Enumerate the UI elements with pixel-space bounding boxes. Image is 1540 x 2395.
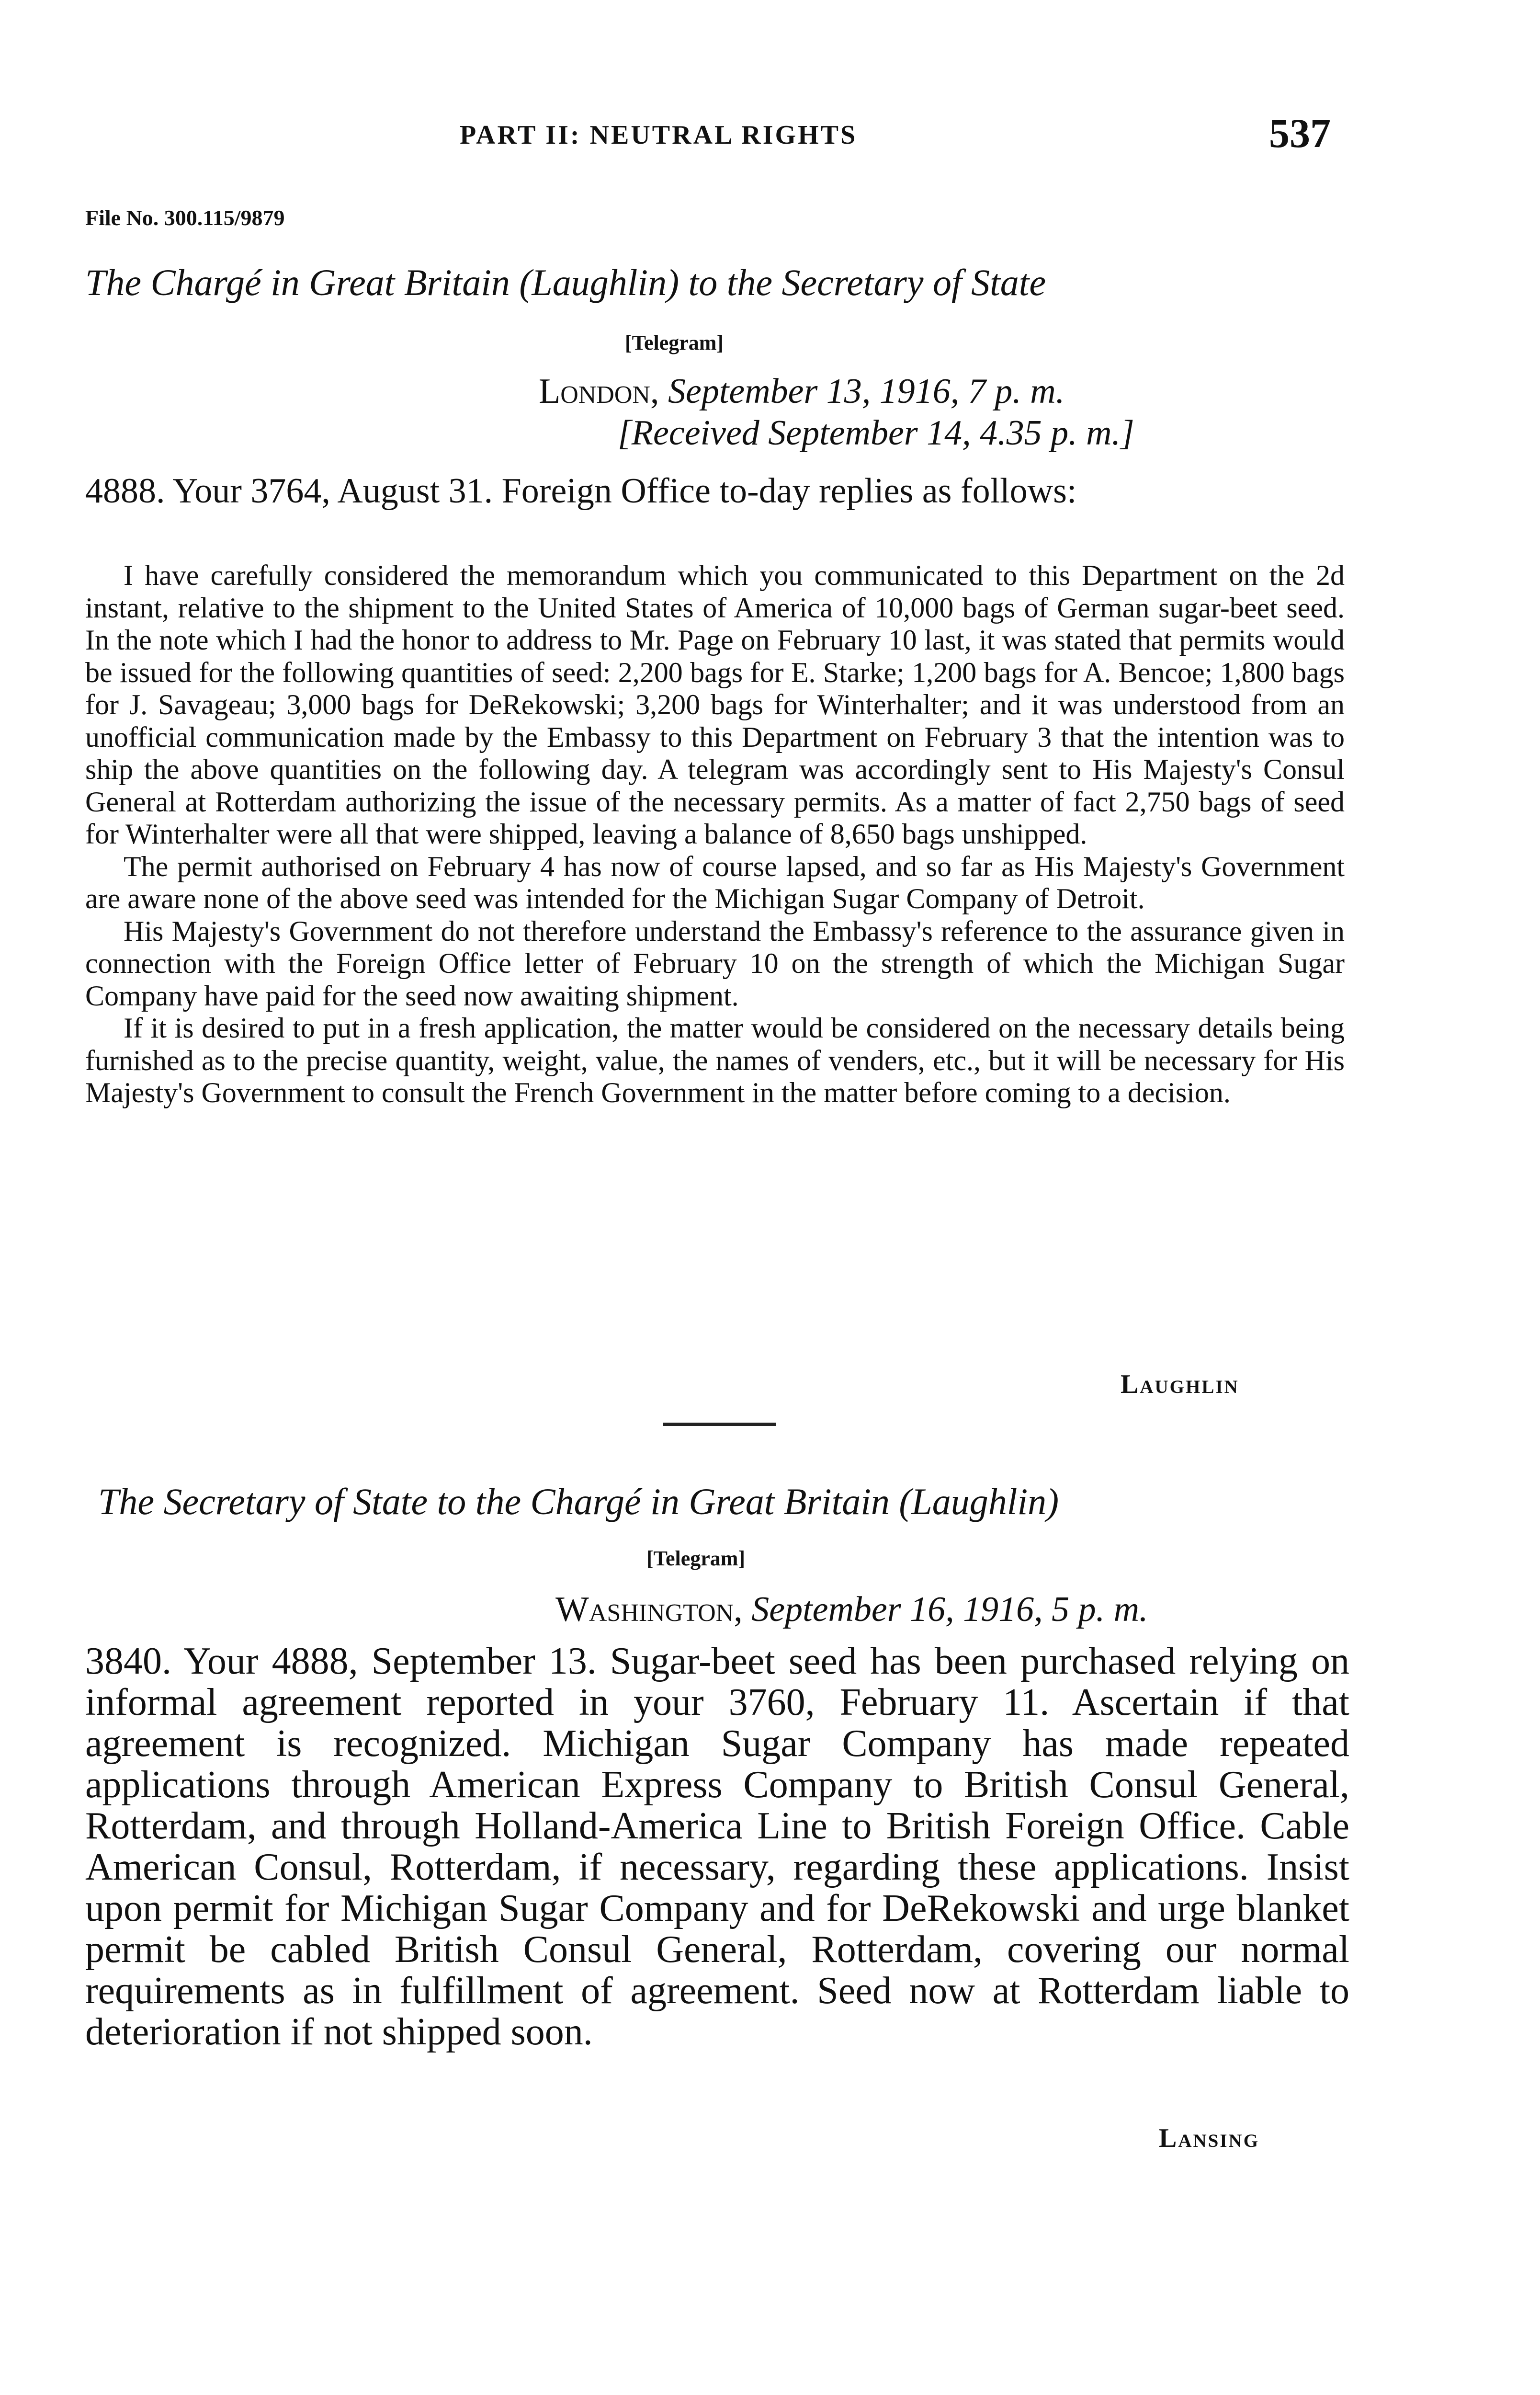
- page-number: 537: [1269, 110, 1331, 156]
- signature-lansing: Lansing: [1159, 2123, 1260, 2153]
- file-number: File No. 300.115/9879: [85, 205, 285, 230]
- dateline-2: [555, 1589, 1148, 1630]
- telegram-body-2: 3840. Your 4888, September 13. Sugar-beet seed has been purchased relying on informal agreement reported in your 3760, February 11. Ascertain if that agreement is recognized. Michigan Sugar Company has made repeated applications through American Express Company to British Consul General, Rotterdam, and through Holland-America Line to British Foreign Office. Cable American Consul, Rotterdam, if necessary, regarding these applications. Insist upon permit for Michigan Sugar Company and for DeRekowski and urge blanket permit be cabled British Consul General, Rotterdam, covering our normal requirements as in fulfillment of agreement. Seed now at Rotterdam liable to deterioration if not shipped soon.: [85, 1640, 1349, 2053]
- telegram-intro: 4888. Your 3764, August 31. Foreign Office to-day replies as follows:: [85, 471, 1077, 511]
- dateline-date-2: September 16, 1916, 5 p. m.: [751, 1590, 1148, 1629]
- quote-paragraph: The permit authorised on February 4 has now of course lapsed, and so far as His Majesty's Government are aware none of the above seed was intended for the Michigan Sugar Company of Detroit.: [85, 850, 1345, 914]
- dateline-1: [539, 371, 1064, 412]
- document-heading-2: The Secretary of State to the Chargé in Great Britain (Laughlin): [98, 1481, 1059, 1522]
- received-line: [Received September 14, 4.35 p. m.]: [618, 413, 1134, 453]
- dateline-date-1: September 13, 1916, 7 p. m.: [668, 372, 1065, 411]
- dateline-place-2: Washington,: [555, 1590, 743, 1629]
- dateline-place-1: London,: [539, 372, 659, 411]
- quote-paragraph: If it is desired to put in a fresh application, the matter would be considered on the necessary details being furnished as to the precise quantity, weight, value, the names of venders, etc., but it will be necessary for His Majesty's Government to consult the French Government in the matter before coming to a decision.: [85, 1012, 1345, 1108]
- quote-paragraph: His Majesty's Government do not therefore understand the Embassy's reference to the assurance given in connection with the Foreign Office letter of February 10 on the strength of which the Michigan Sugar Company have paid for the seed now awaiting shipment.: [85, 915, 1345, 1012]
- telegram-label-1: [Telegram]: [625, 331, 724, 354]
- section-divider: [663, 1423, 776, 1426]
- signature-laughlin: Laughlin: [1121, 1369, 1239, 1399]
- telegram-label-2: [Telegram]: [646, 1547, 746, 1570]
- quote-paragraph: I have carefully considered the memorandum which you communicated to this Department on the 2d instant, relative to the shipment to the United States of America of 10,000 bags of German sugar-beet seed. In the note which I had the honor to address to Mr. Page on February 10 last, it was stated that permits would be issued for the following quantities of seed: 2,200 bags for E. Starke; 1,200 bags for A. Bencoe; 1,800 bags for J. Savageau; 3,000 bags for DeRekowski; 3,200 bags for Winterhalter; and it was understood from an unofficial communication made by the Embassy to this Department on February 3 that the intention was to ship the above quantities on the following day. A telegram was accordingly sent to His Majesty's Consul General at Rotterdam authorizing the issue of the necessary permits. As a matter of fact 2,750 bags of seed for Winterhalter were all that were shipped, leaving a balance of 8,650 bags unshipped.: [85, 559, 1345, 850]
- running-title: PART II: NEUTRAL RIGHTS: [460, 120, 858, 150]
- document-heading-1: The Chargé in Great Britain (Laughlin) to the Secretary of State: [85, 262, 1046, 303]
- quoted-reply: [85, 559, 1345, 1109]
